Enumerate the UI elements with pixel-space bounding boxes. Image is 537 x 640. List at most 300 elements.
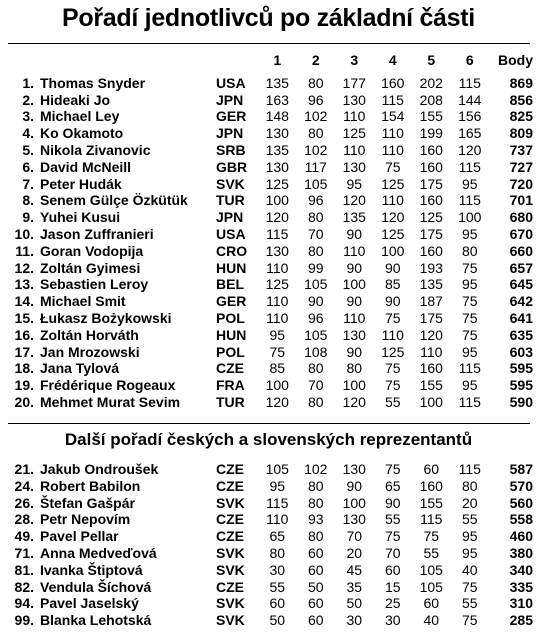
table-row (6, 310, 533, 327)
round-4-score: 60 (384, 561, 401, 578)
round-4-score: 75 (384, 528, 401, 545)
round-4-score: 75 (384, 360, 401, 377)
round-5-score: 187 (419, 293, 443, 310)
rank-cell: 24. (14, 477, 34, 494)
table-row (6, 394, 533, 411)
rank-cell: 8. (22, 192, 34, 209)
total-points: 825 (509, 108, 533, 125)
table-row (6, 511, 533, 528)
round-2-score: 96 (307, 309, 324, 326)
rank-cell: 26. (14, 494, 34, 511)
country-code: JPN (216, 209, 244, 226)
round-2-score: 70 (307, 225, 324, 242)
table-row (6, 142, 533, 159)
round-5-score: 202 (419, 74, 443, 91)
round-2-score: 60 (307, 561, 324, 578)
country-code: USA (216, 225, 246, 242)
round-1-score: 130 (265, 125, 289, 142)
player-name: Jan Mrozowski (40, 343, 140, 360)
rank-cell: 9. (22, 209, 34, 226)
round-4-score: 120 (381, 209, 405, 226)
czsk-table (6, 461, 533, 629)
round-5-score: 160 (419, 477, 443, 494)
country-code: SVK (216, 494, 245, 511)
player-name: Blanka Lehotská (40, 612, 152, 629)
round-6-score: 55 (461, 595, 478, 612)
round-4-score: 110 (381, 125, 404, 142)
round-3-score: 120 (342, 393, 366, 410)
country-code: SVK (216, 595, 245, 612)
player-name: Sebastien Leroy (40, 276, 149, 293)
round-5-score: 155 (419, 108, 443, 125)
round-6-score: 75 (461, 578, 478, 595)
round-1-score: 75 (269, 343, 286, 360)
round-5-score: 155 (419, 377, 443, 394)
rank-cell: 49. (14, 528, 34, 545)
total-points: 310 (509, 595, 533, 612)
round-3-score: 135 (342, 209, 366, 226)
player-name: Štefan Gašpár (40, 494, 135, 511)
round-6-score: 75 (461, 309, 478, 326)
table-row (6, 260, 533, 277)
country-code: SVK (216, 561, 245, 578)
player-name: David McNeill (40, 158, 132, 175)
round-1-score: 148 (265, 108, 289, 125)
round-5-score: 175 (419, 175, 443, 192)
total-points: 720 (509, 175, 533, 192)
player-name: Robert Babilon (40, 477, 141, 494)
player-name: Senem Gülçe Özkütük (40, 192, 188, 209)
round-3-score: 100 (342, 377, 366, 394)
player-name: Ivanka Štiptová (40, 561, 143, 578)
round-3-score: 110 (343, 141, 366, 158)
round-2-score: 93 (307, 511, 324, 528)
round-1-score: 60 (269, 595, 286, 612)
player-name: Yuhei Kusui (40, 209, 121, 226)
table-row (6, 293, 533, 310)
round-1-score: 55 (269, 578, 286, 595)
table-row (6, 377, 533, 394)
round-2-score: 96 (307, 91, 324, 108)
round-1-score: 95 (269, 326, 286, 343)
round-1-score: 135 (265, 74, 289, 91)
round-4-score: 15 (384, 578, 401, 595)
table-row (6, 243, 533, 260)
round-4-score: 110 (381, 192, 404, 209)
rank-cell: 99. (14, 612, 34, 629)
rank-cell: 13. (14, 276, 34, 293)
round-3-score: 20 (346, 544, 363, 561)
round-5-score: 75 (423, 528, 440, 545)
total-points: 809 (509, 125, 533, 142)
country-code: SVK (216, 544, 245, 561)
table-row (6, 461, 533, 478)
rank-cell: 5. (22, 141, 34, 158)
table-row (6, 495, 533, 512)
country-code: GBR (216, 158, 248, 175)
country-code: TUR (216, 192, 245, 209)
country-code: POL (216, 343, 245, 360)
round-6-score: 165 (458, 125, 482, 142)
country-code: FRA (216, 377, 245, 394)
round-4-score: 85 (384, 276, 401, 293)
total-points: 670 (509, 225, 533, 242)
total-points: 285 (509, 612, 533, 629)
round-1-score: 110 (266, 511, 289, 528)
table-row (6, 192, 533, 209)
total-points: 590 (509, 393, 533, 410)
country-header (216, 52, 258, 69)
table-row (6, 528, 533, 545)
round-4-score: 55 (384, 511, 401, 528)
round-1-score: 125 (265, 175, 289, 192)
round-4-score: 115 (381, 91, 404, 108)
round-4-score: 25 (384, 595, 401, 612)
round-2-score: 90 (307, 293, 324, 310)
player-name: Jana Tylová (40, 360, 120, 377)
round-5-score: 115 (420, 511, 443, 528)
round-4-score: 70 (384, 544, 401, 561)
standings-header-row (6, 52, 533, 69)
player-name: Jason Zuffranieri (40, 225, 154, 242)
table-row (6, 125, 533, 142)
player-name: Anna Medveďová (40, 544, 157, 561)
total-points: 460 (509, 528, 533, 545)
rank-cell: 19. (14, 377, 34, 394)
top-divider (8, 43, 530, 44)
round-3-score: 90 (346, 225, 363, 242)
rank-cell: 20. (14, 393, 34, 410)
round-3-score: 110 (343, 108, 366, 125)
round-4-score: 65 (384, 477, 401, 494)
round-6-score: 115 (458, 74, 481, 91)
round-6-score: 156 (458, 108, 482, 125)
country-code: HUN (216, 326, 247, 343)
round-5-score: 160 (419, 360, 443, 377)
round-5-header: 5 (427, 52, 436, 68)
points-header: Body (498, 52, 533, 68)
round-5-score: 120 (419, 326, 443, 343)
round-5-score: 193 (419, 259, 443, 276)
round-5-score: 100 (419, 393, 443, 410)
rank-cell: 7. (22, 175, 34, 192)
rank-cell: 3. (22, 108, 34, 125)
total-points: 587 (509, 461, 533, 477)
player-name: Peter Hudák (40, 175, 122, 192)
country-code: GER (216, 293, 247, 310)
rank-cell: 16. (14, 326, 34, 343)
round-4-score: 125 (381, 343, 405, 360)
rank-cell: 15. (14, 309, 34, 326)
country-code: CZE (216, 528, 244, 545)
round-2-score: 99 (307, 259, 324, 276)
round-2-score: 80 (307, 209, 324, 226)
standings-table (6, 52, 533, 411)
round-6-score: 80 (461, 477, 478, 494)
round-6-score: 115 (458, 192, 481, 209)
round-1-score: 115 (266, 225, 289, 242)
round-3-score: 177 (342, 74, 366, 91)
round-4-score: 90 (384, 494, 401, 511)
country-code: CZE (216, 511, 244, 528)
round-6-score: 80 (461, 242, 478, 259)
total-points: 680 (509, 209, 533, 226)
player-name: Vendula Šíchová (40, 578, 152, 595)
total-points: 856 (509, 91, 533, 108)
round-2-score: 80 (307, 477, 324, 494)
country-code: SVK (216, 612, 245, 629)
round-3-score: 130 (342, 158, 366, 175)
round-1-header: 1 (273, 52, 282, 68)
round-2-score: 102 (304, 141, 328, 158)
round-6-score: 20 (461, 494, 478, 511)
round-5-score: 199 (419, 125, 443, 142)
round-2-score: 80 (307, 494, 324, 511)
round-3-score: 90 (346, 259, 363, 276)
round-2-score: 105 (304, 175, 328, 192)
round-1-score: 130 (265, 158, 289, 175)
round-5-score: 60 (423, 461, 440, 477)
total-points: 558 (509, 511, 533, 528)
round-1-score: 65 (269, 528, 286, 545)
round-1-score: 120 (265, 393, 289, 410)
rank-cell: 94. (14, 595, 34, 612)
round-3-score: 125 (342, 125, 366, 142)
country-code: TUR (216, 393, 245, 410)
round-6-score: 115 (458, 461, 481, 477)
rank-cell: 2. (22, 91, 34, 108)
round-5-score: 208 (419, 91, 443, 108)
round-6-score: 95 (461, 544, 478, 561)
country-code: CRO (216, 242, 248, 259)
table-row (6, 159, 533, 176)
round-5-score: 160 (419, 242, 443, 259)
round-1-score: 95 (269, 477, 286, 494)
country-code: JPN (216, 91, 244, 108)
round-1-score: 80 (269, 544, 286, 561)
total-points: 657 (509, 259, 533, 276)
round-5-score: 60 (423, 595, 440, 612)
table-row (6, 562, 533, 579)
country-code: HUN (216, 259, 247, 276)
round-4-score: 55 (384, 393, 401, 410)
round-6-score: 95 (461, 175, 478, 192)
rank-cell: 71. (14, 544, 34, 561)
round-6-score: 95 (461, 343, 478, 360)
country-code: USA (216, 74, 246, 91)
section-subtitle: Další pořadí českých a slovenských reprezentantů (64, 430, 473, 449)
rank-cell: 1. (22, 74, 34, 91)
table-row (6, 612, 533, 629)
player-name: Hideaki Jo (40, 91, 111, 108)
round-5-score: 175 (419, 225, 443, 242)
total-points: 701 (509, 192, 533, 209)
player-name: Jakub Ondroušek (40, 461, 159, 477)
round-4-score: 154 (381, 108, 405, 125)
player-name: Ko Okamoto (40, 125, 124, 142)
country-code: CZE (216, 578, 244, 595)
player-name: Nikola Zivanovic (40, 141, 151, 158)
round-2-score: 80 (307, 74, 324, 91)
player-name: Pavel Pellar (40, 528, 119, 545)
round-6-score: 75 (461, 259, 478, 276)
table-row (6, 478, 533, 495)
player-name: Goran Vodopija (40, 242, 144, 259)
round-4-score: 125 (381, 225, 405, 242)
total-points: 335 (509, 578, 533, 595)
total-points: 737 (509, 141, 533, 158)
round-1-score: 135 (265, 141, 289, 158)
round-4-score: 100 (381, 242, 405, 259)
round-6-score: 115 (458, 158, 481, 175)
round-4-score: 110 (381, 326, 404, 343)
table-row (6, 75, 533, 92)
country-code: CZE (216, 477, 244, 494)
round-1-score: 100 (265, 377, 289, 394)
round-2-score: 60 (307, 612, 324, 629)
round-1-score: 110 (266, 293, 289, 310)
total-points: 380 (509, 544, 533, 561)
round-4-score: 30 (384, 612, 401, 629)
round-6-score: 120 (458, 141, 482, 158)
round-3-score: 130 (342, 326, 366, 343)
round-3-score: 35 (346, 578, 363, 595)
player-name: Frédérique Rogeaux (40, 377, 176, 394)
round-2-score: 80 (307, 242, 324, 259)
total-points: 635 (509, 326, 533, 343)
round-3-score: 90 (346, 343, 363, 360)
round-4-score: 90 (384, 259, 401, 276)
table-row (6, 92, 533, 109)
round-2-score: 108 (304, 343, 328, 360)
round-3-header: 3 (350, 52, 359, 68)
round-1-score: 105 (265, 461, 289, 477)
round-4-score: 75 (384, 158, 401, 175)
round-5-score: 105 (419, 578, 443, 595)
round-2-score: 117 (304, 158, 327, 175)
player-name: Thomas Snyder (40, 74, 146, 91)
total-points: 560 (509, 494, 533, 511)
name-header (34, 52, 216, 69)
total-points: 727 (509, 158, 533, 175)
round-4-score: 75 (384, 309, 401, 326)
player-name: Zoltán Horváth (40, 326, 139, 343)
section-divider (8, 423, 530, 424)
rank-cell: 17. (14, 343, 34, 360)
round-2-score: 60 (307, 544, 324, 561)
page-title: Pořadí jednotlivců po základní části (62, 4, 475, 32)
rank-cell: 14. (14, 293, 34, 310)
round-3-score: 45 (346, 561, 363, 578)
round-4-score: 125 (381, 175, 405, 192)
round-2-score: 105 (304, 326, 328, 343)
round-2-score: 80 (307, 125, 324, 142)
table-row (6, 327, 533, 344)
rank-cell: 6. (22, 158, 34, 175)
round-2-score: 60 (307, 595, 324, 612)
round-5-score: 160 (419, 192, 443, 209)
total-points: 660 (509, 242, 533, 259)
country-code: POL (216, 309, 245, 326)
table-row (6, 579, 533, 596)
round-5-score: 110 (420, 343, 443, 360)
round-2-score: 70 (307, 377, 324, 394)
total-points: 595 (509, 360, 533, 377)
table-row (6, 360, 533, 377)
round-3-score: 80 (346, 360, 363, 377)
rank-cell: 18. (14, 360, 34, 377)
table-row (6, 344, 533, 361)
round-1-score: 130 (265, 242, 289, 259)
round-6-score: 40 (461, 561, 478, 578)
rank-header (6, 52, 34, 69)
round-3-score: 30 (346, 612, 363, 629)
round-3-score: 70 (346, 528, 363, 545)
rank-cell: 81. (14, 561, 34, 578)
rank-cell: 11. (15, 242, 34, 259)
round-2-header: 2 (311, 52, 320, 68)
round-1-score: 30 (269, 561, 286, 578)
round-1-score: 100 (265, 192, 289, 209)
round-1-score: 125 (265, 276, 289, 293)
round-3-score: 120 (342, 192, 366, 209)
player-name: Michael Smit (40, 293, 126, 310)
round-3-score: 50 (346, 595, 363, 612)
rank-cell: 28. (14, 511, 34, 528)
rank-cell: 82. (14, 578, 34, 595)
table-row (6, 108, 533, 125)
total-points: 642 (509, 293, 533, 310)
round-2-score: 96 (307, 192, 324, 209)
country-code: CZE (216, 461, 244, 477)
rank-cell: 21. (14, 461, 34, 477)
round-4-header: 4 (388, 52, 397, 68)
round-1-score: 110 (266, 309, 289, 326)
round-5-score: 175 (419, 309, 443, 326)
rank-cell: 12. (14, 259, 34, 276)
round-6-score: 55 (461, 511, 478, 528)
table-row (6, 595, 533, 612)
round-6-score: 115 (458, 393, 481, 410)
total-points: 340 (509, 561, 533, 578)
round-6-score: 144 (458, 91, 482, 108)
round-6-header: 6 (465, 52, 474, 68)
table-row (6, 226, 533, 243)
round-3-score: 130 (342, 461, 366, 477)
round-3-score: 90 (346, 293, 363, 310)
round-5-score: 55 (423, 544, 440, 561)
round-4-score: 75 (384, 461, 401, 477)
player-name: Mehmet Murat Sevim (40, 393, 181, 410)
round-1-score: 115 (266, 494, 289, 511)
table-row (6, 276, 533, 293)
round-5-score: 125 (419, 209, 443, 226)
rank-cell: 10. (14, 225, 34, 242)
round-3-score: 110 (343, 242, 366, 259)
total-points: 641 (509, 309, 533, 326)
round-3-score: 90 (346, 477, 363, 494)
round-2-score: 80 (307, 360, 324, 377)
country-code: SVK (216, 175, 245, 192)
round-5-score: 105 (419, 561, 443, 578)
round-1-score: 85 (269, 360, 286, 377)
round-3-score: 130 (342, 91, 366, 108)
round-4-score: 90 (384, 293, 401, 310)
country-code: CZE (216, 360, 244, 377)
total-points: 645 (509, 276, 533, 293)
round-2-score: 105 (304, 276, 328, 293)
country-code: SRB (216, 141, 246, 158)
